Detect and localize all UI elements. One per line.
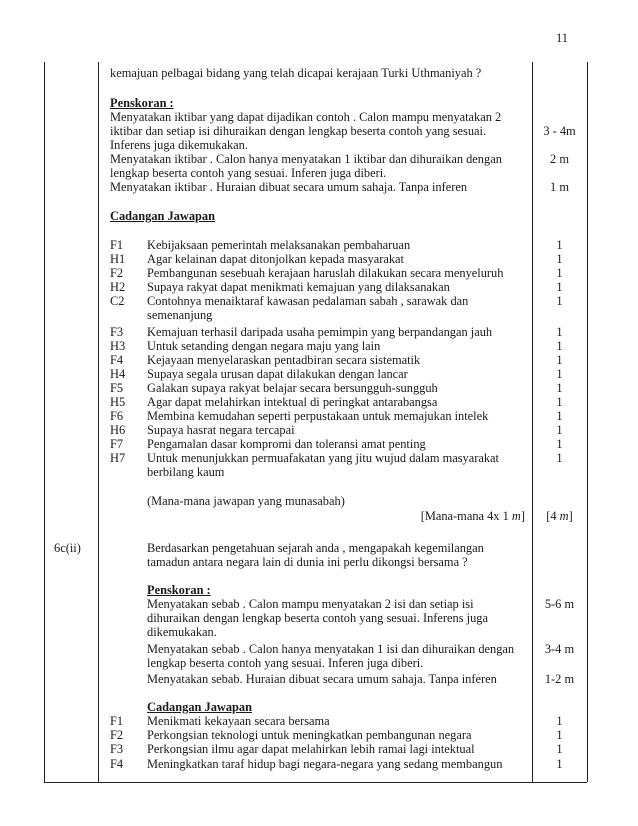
question-line: Berdasarkan pengetahuan sejarah anda , mengapakah kegemilangan xyxy=(147,541,484,555)
answer-mark: 1 xyxy=(556,437,563,451)
any-suitable-note: (Mana-mana jawapan yang munasabah) xyxy=(147,494,345,508)
answer-mark: 1 xyxy=(556,280,563,294)
answer-mark: 1 xyxy=(556,325,563,339)
question-number: 6c(ii) xyxy=(54,541,81,555)
column-divider-right xyxy=(587,62,588,782)
scoring-mark: 1 m xyxy=(550,180,569,194)
cadangan-heading: Cadangan Jawapan xyxy=(110,209,216,223)
intro-line: kemajuan pelbagai bidang yang telah dicapai kerajaan Turki Uthmaniyah ? xyxy=(110,66,482,80)
answer-text: Agar dapat melahirkan intektual di peringkat antarabangsa xyxy=(147,395,438,409)
answer-code: H7 xyxy=(110,451,126,465)
answer-text: Supaya hasrat negara tercapai xyxy=(147,423,295,437)
scoring-line: dihuraikan dengan lengkap beserta contoh yang sesuai. Inferens juga xyxy=(147,611,488,625)
answer-code: H6 xyxy=(110,423,126,437)
answer-text: Untuk menunjukkan permuafakatan yang jitu wujud dalam masyarakat xyxy=(147,451,499,465)
answer-code: H5 xyxy=(110,395,126,409)
answer-code: H3 xyxy=(110,339,126,353)
answer-text: Untuk setanding dengan negara maju yang lain xyxy=(147,339,381,353)
answer-text: Perkongsian ilmu agar dapat melahirkan lebih ramai lagi intektual xyxy=(147,742,475,756)
answer-code: H2 xyxy=(110,280,126,294)
answer-text-continued: semenanjung xyxy=(147,308,213,322)
answer-text: Meningkatkan taraf hidup bagi negara-negara yang sedang membangun xyxy=(147,757,503,771)
any-four-suffix: ] xyxy=(520,509,525,523)
scoring-line: Menyatakan sebab . Calon mampu menyatakan 2 isi dan setiap isi xyxy=(147,597,474,611)
answer-code: F5 xyxy=(110,381,124,395)
answer-mark: 1 xyxy=(556,451,563,465)
answer-code: F2 xyxy=(110,266,124,280)
scoring-line: lengkap beserta contoh yang sesuai. Inferen juga diberi. xyxy=(110,166,387,180)
answer-text: Pembangunan sesebuah kerajaan haruslah dilakukan secara menyeluruh xyxy=(147,266,504,280)
answer-code: F3 xyxy=(110,325,124,339)
answer-mark: 1 xyxy=(556,409,563,423)
any-four-prefix: [Mana-mana 4x 1 xyxy=(420,509,512,523)
scoring-line: Menyatakan iktibar yang dapat dijadikan contoh . Calon mampu menyatakan 2 xyxy=(110,110,502,124)
scoring-line: Inferens juga dikemukakan. xyxy=(110,138,248,152)
answer-mark: 1 xyxy=(556,757,563,771)
scoring-line: Menyatakan sebab. Huraian dibuat secara umum sahaja. Tanpa inferen xyxy=(147,672,497,686)
scoring-mark: 2 m xyxy=(550,152,569,166)
cadangan-heading: Cadangan Jawapan xyxy=(147,700,253,714)
answer-mark: 1 xyxy=(556,367,563,381)
answer-mark: 1 xyxy=(556,714,563,728)
scoring-line: dikemukakan. xyxy=(147,625,217,639)
answer-text: Contohnya menaiktaraf kawasan pedalaman sabah , sarawak dan xyxy=(147,294,469,308)
column-divider-left xyxy=(44,62,45,782)
scoring-line: Menyatakan sebab . Calon hanya menyatakan 1 isi dan dihuraikan dengan xyxy=(147,642,515,656)
answer-mark: 1 xyxy=(556,252,563,266)
answer-code: F3 xyxy=(110,742,124,756)
answer-code: C2 xyxy=(110,294,125,308)
answer-text: Kejayaan menyelaraskan pentadbiran secara sistematik xyxy=(147,353,421,367)
scoring-mark: 5-6 m xyxy=(544,597,575,611)
total-unit: m xyxy=(559,509,569,523)
scoring-line: Menyatakan iktibar . Huraian dibuat secara umum sahaja. Tanpa inferen xyxy=(110,180,468,194)
answer-code: F2 xyxy=(110,728,124,742)
answer-text: Supaya rakyat dapat menikmati kemajuan yang dilaksanakan xyxy=(147,280,450,294)
scoring-line: iktibar dan setiap isi dihuraikan dengan lengkap beserta contoh yang sesuai. xyxy=(110,124,487,138)
answer-mark: 1 xyxy=(556,728,563,742)
answer-mark: 1 xyxy=(556,238,563,252)
scoring-line: Menyatakan iktibar . Calon hanya menyatakan 1 iktibar dan dihuraikan dengan xyxy=(110,152,502,166)
answer-text-continued: berbilang kaum xyxy=(147,465,225,479)
scoring-line: lengkap beserta contoh yang sesuai. Inferen juga diberi. xyxy=(147,656,424,670)
answer-mark: 1 xyxy=(556,423,563,437)
answer-code: F6 xyxy=(110,409,124,423)
answer-code: H4 xyxy=(110,367,126,381)
total-prefix: [4 xyxy=(546,509,560,523)
answer-mark: 1 xyxy=(556,381,563,395)
page-number: 11 xyxy=(556,31,569,45)
answer-code: H1 xyxy=(110,252,126,266)
answer-code: F7 xyxy=(110,437,124,451)
answer-mark: 1 xyxy=(556,266,563,280)
question-line: tamadun antara negara lain di dunia ini perlu dikongsi bersama ? xyxy=(147,555,468,569)
total-suffix: ] xyxy=(568,509,573,523)
answer-text: Agar kelainan dapat ditonjolkan kepada masyarakat xyxy=(147,252,405,266)
penskoran-heading: Penskoran : xyxy=(110,96,174,110)
answer-text: Pengamalan dasar kompromi dan toleransi amat penting xyxy=(147,437,426,451)
scoring-mark: 3 - 4m xyxy=(543,124,576,138)
answer-text: Supaya segala urusan dapat dilakukan dengan lancar xyxy=(147,367,408,381)
answer-mark: 1 xyxy=(556,294,563,308)
penskoran-heading: Penskoran : xyxy=(147,583,211,597)
any-four-unit: m xyxy=(511,509,521,523)
answer-mark: 1 xyxy=(556,395,563,409)
scoring-mark: 3-4 m xyxy=(544,642,575,656)
answer-mark: 1 xyxy=(556,742,563,756)
answer-mark: 1 xyxy=(556,353,563,367)
answer-code: F1 xyxy=(110,238,124,252)
answer-code: F4 xyxy=(110,353,124,367)
answer-mark: 1 xyxy=(556,339,563,353)
answer-code: F4 xyxy=(110,757,124,771)
table-bottom-border xyxy=(44,782,587,783)
answer-text: Perkongsian teknologi untuk meningkatkan pembangunan negara xyxy=(147,728,472,742)
answer-text: Kemajuan terhasil daripada usaha pemimpin yang berpandangan jauh xyxy=(147,325,493,339)
answer-text: Membina kemudahan seperti perpustakaan untuk memajukan intelek xyxy=(147,409,489,423)
answer-code: F1 xyxy=(110,714,124,728)
section-total xyxy=(532,509,587,523)
scoring-mark: 1-2 m xyxy=(544,672,575,686)
answer-text: Kebijaksaan pemerintah melaksanakan pembaharuan xyxy=(147,238,411,252)
answer-text: Menikmati kekayaan secara bersama xyxy=(147,714,330,728)
answer-text: Galakan supaya rakyat belajar secara bersungguh-sungguh xyxy=(147,381,438,395)
column-divider-code xyxy=(98,62,99,782)
any-four-note xyxy=(421,509,525,523)
